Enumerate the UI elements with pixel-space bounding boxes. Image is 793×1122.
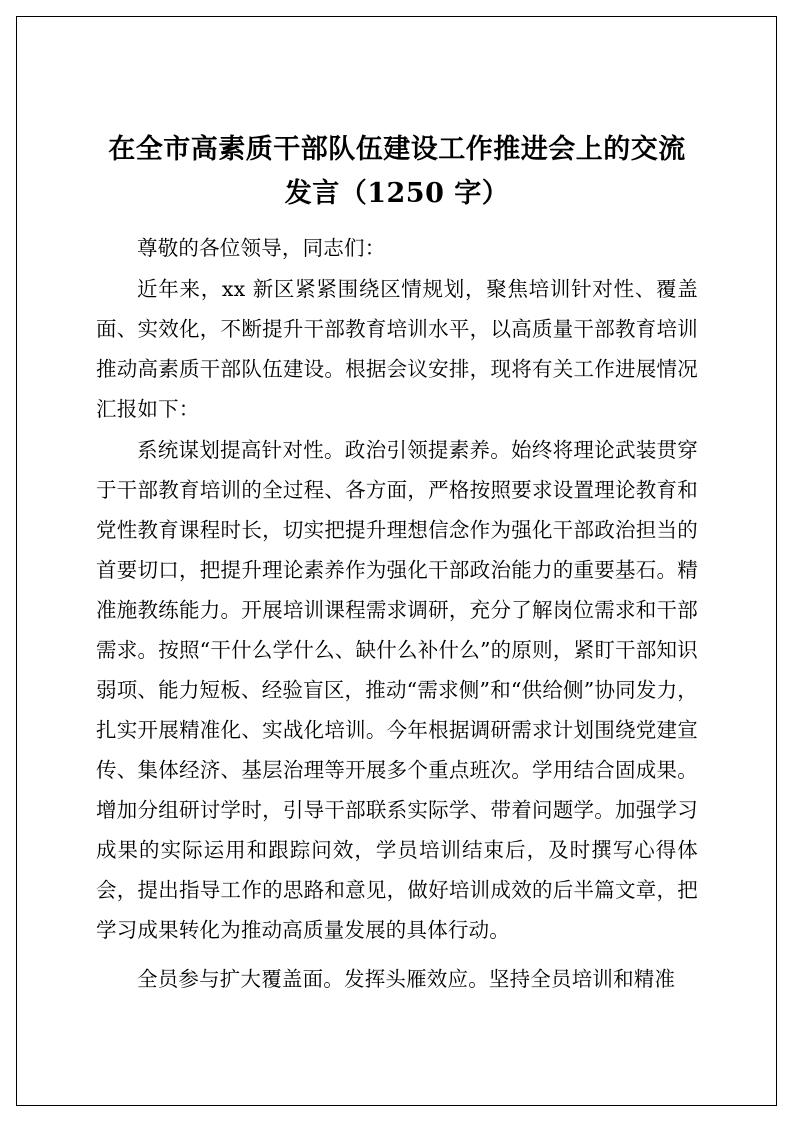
- document-body: [96, 128, 698, 999]
- paragraph-section-one: 系统谋划提高针对性。政治引领提素养。始终将理论武装贯穿于干部教育培训的全过程、各方面，严格按照要求设置理论教育和党性教育课程时长，切实把提升理想信念作为强化干部政治担当的首要切口，把提升理论素养作为强化干部政治能力的重要基石。精准施教练能力。开展培训课程需求调研，充分了解岗位需求和干部需求。按照“干什么学什么、缺什么补什么”的原则，紧盯干部知识弱项、能力短板、经验盲区，推动“需求侧”和“供给侧”协同发力，扎实开展精准化、实战化培训。今年根据调研需求计划围绕党建宣传、集体经济、基层治理等开展多个重点班次。学用结合固成果。增加分组研讨学时，引导干部联系实际学、带着问题学。加强学习成果的实际运用和跟踪问效，学员培训结束后，及时撰写心得体会，提出指导工作的思路和意见，做好培训成效的后半篇文章，把学习成果转化为推动高质量发展的具体行动。: [96, 438, 698, 942]
- paragraph-salutation: 尊敬的各位领导，同志们：: [137, 236, 386, 260]
- paragraph-section-two: 全员参与扩大覆盖面。发挥头雁效应。坚持全员培训和精准: [137, 967, 676, 991]
- page-title: 在全市高素质干部队伍建设工作推进会上的交流发言（1250 字）: [108, 134, 686, 209]
- paragraph-intro: 近年来，xx 新区紧紧围绕区情规划，聚焦培训针对性、覆盖面、实效化，不断提升干部教育培训水平，以高质量干部教育培训推动高素质干部队伍建设。根据会议安排，现将有关工作进展情况汇报如下：: [96, 277, 698, 421]
